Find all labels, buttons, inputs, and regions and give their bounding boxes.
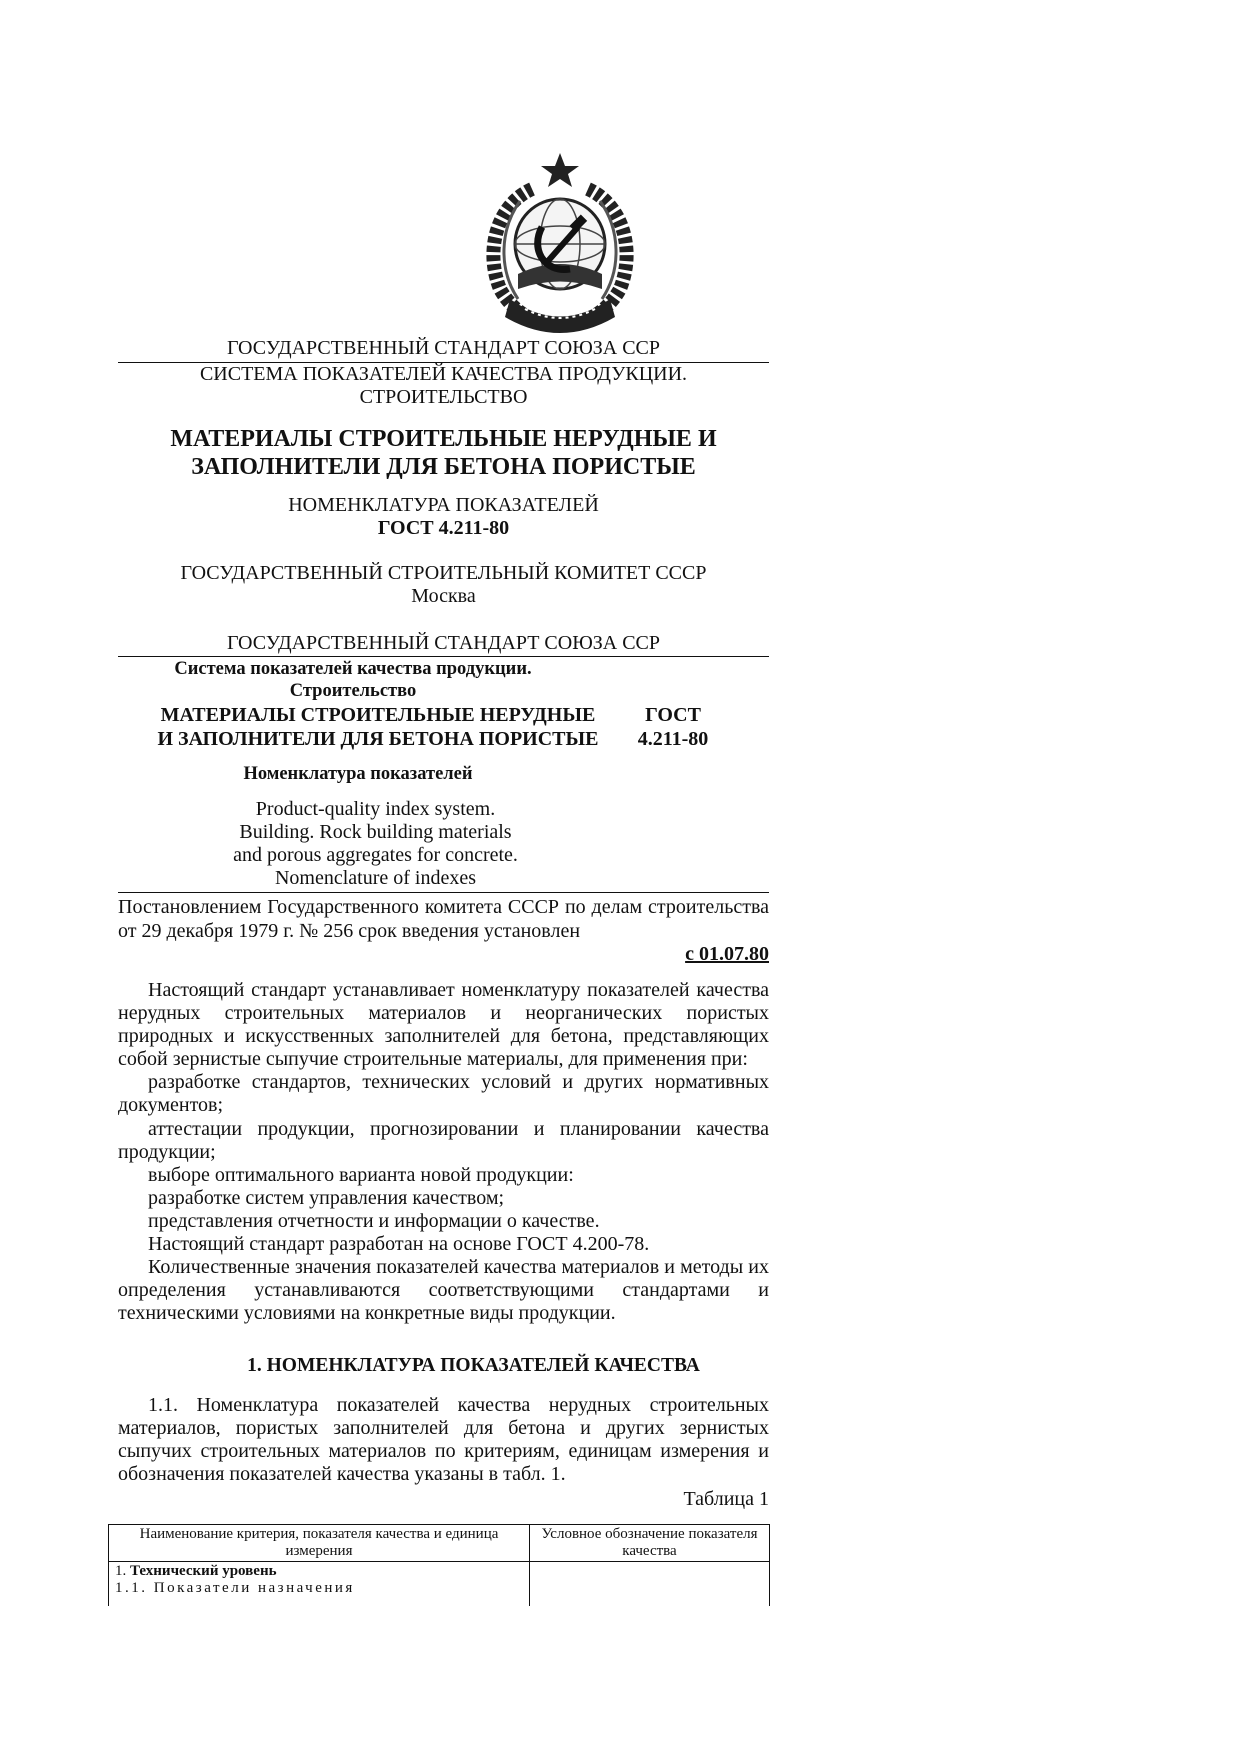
effective-date: с 01.07.80 bbox=[685, 943, 769, 965]
table-cell bbox=[530, 1562, 770, 1607]
table-header-cell: Наименование критерия, показателя качества и единица измерения bbox=[109, 1525, 530, 1562]
header-gost-number: ГОСТ 4.211-80 bbox=[637, 704, 709, 750]
paragraph: разработке стандартов, технических условий и других нормативных документов; bbox=[118, 1071, 769, 1117]
paragraph: Количественные значения показателей качества материалов и методы их определения устанавливаются соответствующими стандартами и техническими условиями на конкретные виды продукции. bbox=[118, 1256, 769, 1325]
cover-state-standard: ГОСУДАРСТВЕННЫЙ СТАНДАРТ СОЮЗА ССР bbox=[118, 337, 769, 363]
paragraph: разработке систем управления качеством; bbox=[148, 1186, 505, 1209]
section-heading: 1. НОМЕНКЛАТУРА ПОКАЗАТЕЛЕЙ КАЧЕСТВА bbox=[247, 1355, 700, 1376]
table-cell: 1. Технический уровень 1.1. Показатели назначения bbox=[109, 1562, 530, 1607]
table-caption: Таблица 1 bbox=[683, 1488, 769, 1510]
table-header-cell: Условное обозначение показателя качества bbox=[530, 1525, 770, 1562]
quality-index-table bbox=[108, 1524, 770, 1606]
section-text: 1.1. Номенклатура показателей качества нерудных строительных материалов, пористых заполнителей для бетона и других зернистых сыпучих строительных материалов по критериям, единицам измерения и обозначения показателей качества указаны в табл. 1. bbox=[118, 1394, 769, 1486]
header-nomenclature: Номенклатура показателей bbox=[243, 764, 473, 784]
paragraph: представления отчетности и информации о качестве. bbox=[148, 1209, 600, 1232]
paragraph: аттестации продукции, прогнозировании и планировании качества продукции; bbox=[118, 1117, 769, 1163]
paragraph: выборе оптимального варианта новой продукции: bbox=[148, 1163, 574, 1186]
cover-gost-number: ГОСТ 4.211-80 bbox=[377, 516, 510, 539]
ussr-state-emblem-icon bbox=[470, 149, 650, 334]
header-state-standard: ГОСУДАРСТВЕННЫЙ СТАНДАРТ СОЮЗА ССР bbox=[118, 632, 769, 657]
decree-block bbox=[118, 892, 769, 966]
header-system-title: Система показателей качества продукции. Строительство bbox=[174, 659, 532, 701]
header-english-title: Product-quality index system. Building. Rock building materials and porous aggregates for concrete. Nomenclature of indexes bbox=[233, 798, 518, 889]
table-row bbox=[109, 1562, 770, 1607]
divider-rule bbox=[118, 656, 769, 657]
cover-system-title: СИСТЕМА ПОКАЗАТЕЛЕЙ КАЧЕСТВА ПРОДУКЦИИ. СТРОИТЕЛЬСТВО bbox=[199, 363, 688, 408]
cover-nomenclature: НОМЕНКЛАТУРА ПОКАЗАТЕЛЕЙ ГОСТ 4.211-80 bbox=[118, 494, 769, 539]
paragraph: Настоящий стандарт устанавливает номенклатуру показателей качества нерудных строительных материалов и неорганических пористых природных и искусственных заполнителей для бетона, представляющих собой зернистые сыпучие строительные материалы, для применения при: bbox=[118, 979, 769, 1071]
body-text bbox=[118, 979, 769, 1325]
paragraph: Настоящий стандарт разработан на основе ГОСТ 4.200-78. bbox=[148, 1233, 650, 1256]
decree-text: Постановлением Государственного комитета СССР по делам строительства от 29 декабря 1979 г. № 256 срок введения установлен bbox=[118, 896, 769, 942]
cover-committee: ГОСУДАРСТВЕННЫЙ СТРОИТЕЛЬНЫЙ КОМИТЕТ СССР Москва bbox=[180, 562, 707, 607]
table-header-row bbox=[109, 1525, 770, 1562]
cover-main-title: МАТЕРИАЛЫ СТРОИТЕЛЬНЫЕ НЕРУДНЫЕ И ЗАПОЛНИТЕЛИ ДЛЯ БЕТОНА ПОРИСТЫЕ bbox=[170, 426, 717, 480]
